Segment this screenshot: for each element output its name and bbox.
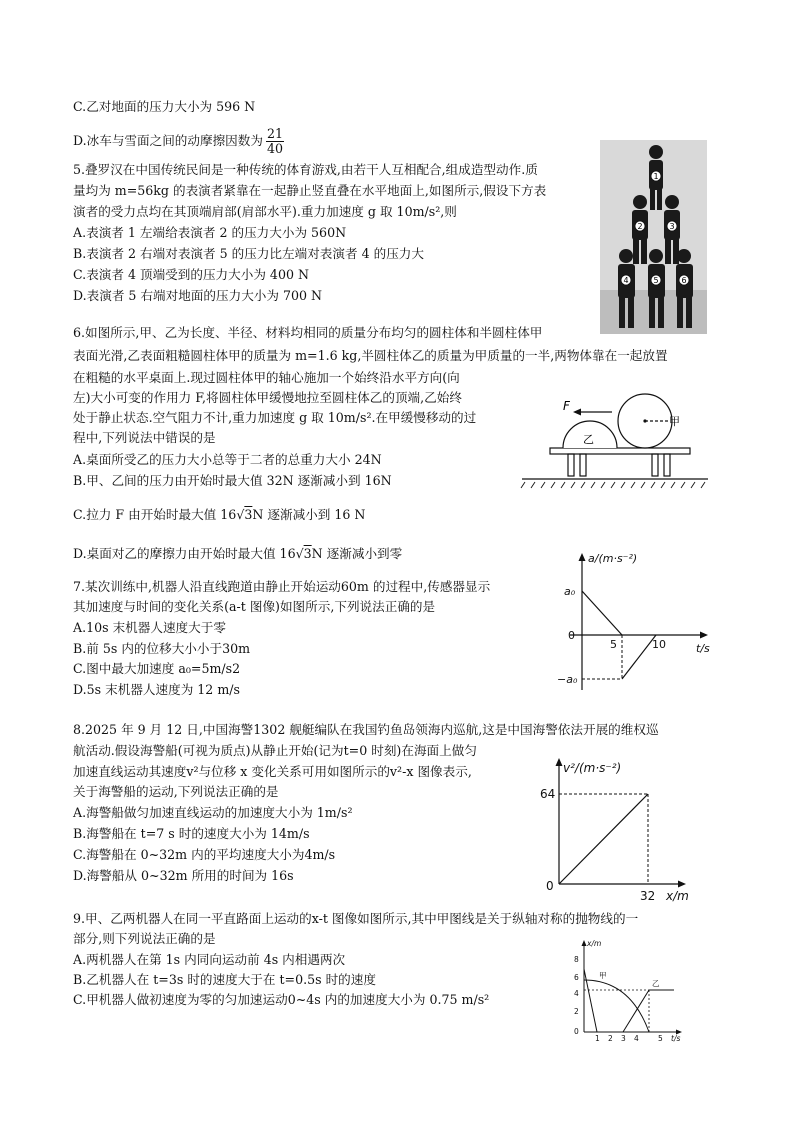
q9-stem-line-2: 部分,则下列说法正确的是	[73, 931, 216, 946]
q5-stem-line-1: 5.叠罗汉在中国传统民间是一种传统的体育游戏,由若干人互相配合,组成造型动作.质	[73, 162, 538, 177]
fraction-denominator: 40	[266, 141, 283, 156]
jia-label: 甲	[599, 971, 607, 980]
xtick-2: 2	[608, 1034, 613, 1043]
half-cylinder-yi-label: 乙	[583, 433, 594, 446]
performer-label-5: 5	[653, 276, 659, 285]
q5-stem-line-2: 量均为 m=56kg 的表演者紧靠在一起静止竖直叠在水平地面上,如图所示,假设下方表	[73, 183, 547, 198]
xtick-5: 5	[658, 1034, 663, 1043]
ytick-6: 6	[574, 973, 579, 982]
y-axis-label: x/m	[587, 939, 602, 948]
fraction-numerator: 21	[266, 126, 283, 141]
yi-segment-1	[584, 969, 597, 1032]
q8-stem-line-3: 加速直线运动其速度v²与位移 x 变化关系可用如图所示的v²-x 图像表示,	[73, 764, 472, 779]
q6-option-a: A.桌面所受乙的压力大小总等于二者的总重力大小 24N	[73, 452, 382, 467]
xtick-3: 3	[621, 1034, 626, 1043]
q5-option-b: B.表演者 2 右端对表演者 5 的压力比左端对表演者 4 的压力大	[73, 246, 424, 261]
q5-option-a: A.表演者 1 左端给表演者 2 的压力大小为 560N	[73, 225, 347, 240]
sqrt-symbol: √	[295, 546, 304, 561]
q4-option-d-text: D.冰车与雪面之间的动摩擦因数为	[73, 133, 263, 148]
q6-option-d-text: D.桌面对乙的摩擦力由开始时最大值 16	[73, 546, 296, 561]
xtick-4: 4	[634, 1034, 639, 1043]
tick-64: 64	[540, 787, 556, 801]
tick-neg-a0: −a₀	[557, 673, 578, 686]
a-t-segment-2	[622, 635, 656, 679]
q6-option-c-text: C.拉力 F 由开始时最大值 16	[73, 507, 237, 522]
force-label: F	[563, 399, 570, 413]
q7-option-b: B.前 5s 内的位移大小小于30m	[73, 641, 251, 656]
sqrt-radicand: 3	[244, 507, 253, 522]
ytick-0: 0	[574, 1027, 579, 1036]
xtick-1: 1	[595, 1034, 600, 1043]
q5-option-c: C.表演者 4 顶端受到的压力大小为 400 N	[73, 267, 309, 282]
tick-zero: 0	[546, 879, 554, 893]
q6-option-d-unit: N 逐渐减小到零	[311, 546, 403, 561]
q6-option-b: B.甲、乙间的压力由开始时最大值 32N 逐渐减小到 16N	[73, 473, 392, 488]
cylinder-figure	[520, 390, 710, 490]
q6-stem-line-2: 表面光滑,乙表面粗糙圆柱体甲的质量为 m=1.6 kg,半圆柱体乙的质量为甲质量的一半,两物体靠在一起放置	[73, 348, 668, 363]
performer-label-3: 3	[669, 222, 675, 231]
q9-option-b: B.乙机器人在 t=3s 时的速度大于在 t=0.5s 时的速度	[73, 972, 376, 987]
y-axis-label: v²/(m·s⁻²)	[563, 761, 622, 775]
performer-label-2: 2	[637, 222, 643, 231]
ytick-4: 4	[574, 989, 579, 998]
y-axis-label: a/(m·s⁻²)	[588, 552, 638, 565]
q5-option-d: D.表演者 5 右端对地面的压力大小为 700 N	[73, 288, 323, 303]
q6-stem-line-1: 6.如图所示,甲、乙为长度、半径、材料均相同的质量分布均匀的圆柱体和半圆柱体甲	[73, 325, 543, 340]
ytick-8: 8	[574, 955, 579, 964]
q9-option-c: C.甲机器人做初速度为零的匀加速运动0~4s 内的加速度大小为 0.75 m/s²	[73, 992, 490, 1007]
q6-option-c	[73, 506, 365, 524]
q6-stem-line-5: 处于静止状态.空气阻力不计,重力加速度 g 取 10m/s².在甲缓慢移动的过	[73, 410, 477, 425]
tick-32: 32	[640, 889, 656, 902]
q6-stem-line-3: 在粗糙的水平桌面上.现过圆柱体甲的轴心施加一个始终沿水平方向(向	[73, 370, 460, 385]
performer-label-4: 4	[623, 276, 629, 285]
q7-option-c: C.图中最大加速度 a₀=5m/s2	[73, 661, 241, 676]
ytick-2: 2	[574, 1007, 579, 1016]
q6-option-d	[73, 545, 402, 563]
tick-10: 10	[652, 638, 666, 651]
q8-option-c: C.海警船在 0~32m 内的平均速度大小为4m/s	[73, 847, 336, 862]
q8-option-b: B.海警船在 t=7 s 时的速度大小为 14m/s	[73, 826, 310, 841]
q8-stem-line-4: 关于海警船的运动,下列说法正确的是	[73, 784, 279, 799]
q7-stem-line-2: 其加速度与时间的变化关系(a-t 图像)如图所示,下列说法正确的是	[73, 599, 436, 614]
q7-option-d: D.5s 末机器人速度为 12 m/s	[73, 682, 240, 697]
tick-a0: a₀	[564, 585, 576, 598]
q9-stem-line-1: 9.甲、乙两机器人在同一平直路面上运动的x-t 图像如图所示,其中甲图线是关于纵轴对称的抛物线的一	[73, 911, 639, 926]
yi-label: 乙	[652, 979, 660, 988]
x-axis-label: t/s	[671, 1034, 681, 1043]
q4-fraction	[266, 127, 284, 156]
q9-option-a: A.两机器人在第 1s 内同向运动前 4s 内相遇两次	[73, 952, 346, 967]
x-axis-label: x/m	[666, 889, 689, 902]
q4-option-d	[73, 121, 284, 161]
q6-stem-line-6: 程中,下列说法中错误的是	[73, 430, 216, 445]
v2-x-graph	[530, 752, 725, 902]
q8-option-d: D.海警船从 0~32m 所用的时间为 16s	[73, 868, 294, 883]
q8-stem-line-1: 8.2025 年 9 月 12 日,中国海警1302 舰艇编队在我国钓鱼岛领海内巡航,这是中国海警依法开展的维权巡	[73, 722, 659, 737]
q6-stem-line-4: 左)大小可变的作用力 F,将圆柱体甲缓慢地拉至圆柱体乙的顶端,乙始终	[73, 390, 462, 405]
q6-option-c-unit: N 逐渐减小到 16 N	[252, 507, 366, 522]
cylinder-jia-label: 甲	[669, 415, 680, 428]
human-pyramid-figure	[600, 140, 707, 334]
sqrt-symbol: √	[236, 507, 245, 522]
x-axis-label: t/s	[696, 642, 710, 655]
q5-stem-line-3: 演者的受力点均在其顶端肩部(肩部水平).重力加速度 g 取 10m/s²,则	[73, 204, 457, 219]
q4-option-c: C.乙对地面的压力大小为 596 N	[73, 99, 256, 114]
tick-zero: 0	[568, 629, 575, 642]
a-t-graph	[530, 548, 720, 700]
q7-stem-line-1: 7.某次训练中,机器人沿直线跑道由静止开始运动60m 的过程中,传感器显示	[73, 579, 491, 594]
tick-5: 5	[610, 638, 617, 651]
sqrt-radicand: 3	[303, 546, 312, 561]
x-t-graph	[560, 936, 700, 1044]
v2-x-line	[559, 794, 648, 884]
performer-label-6: 6	[681, 276, 687, 285]
performer-label-1: 1	[653, 172, 659, 181]
q8-stem-line-2: 航活动.假设海警船(可视为质点)从静止开始(记为t=0 时刻)在海面上做匀	[73, 743, 477, 758]
q7-option-a: A.10s 末机器人速度大于零	[73, 620, 226, 635]
a-t-segment-1	[582, 591, 622, 635]
q8-option-a: A.海警船做匀加速直线运动的加速度大小为 1m/s²	[73, 805, 353, 820]
